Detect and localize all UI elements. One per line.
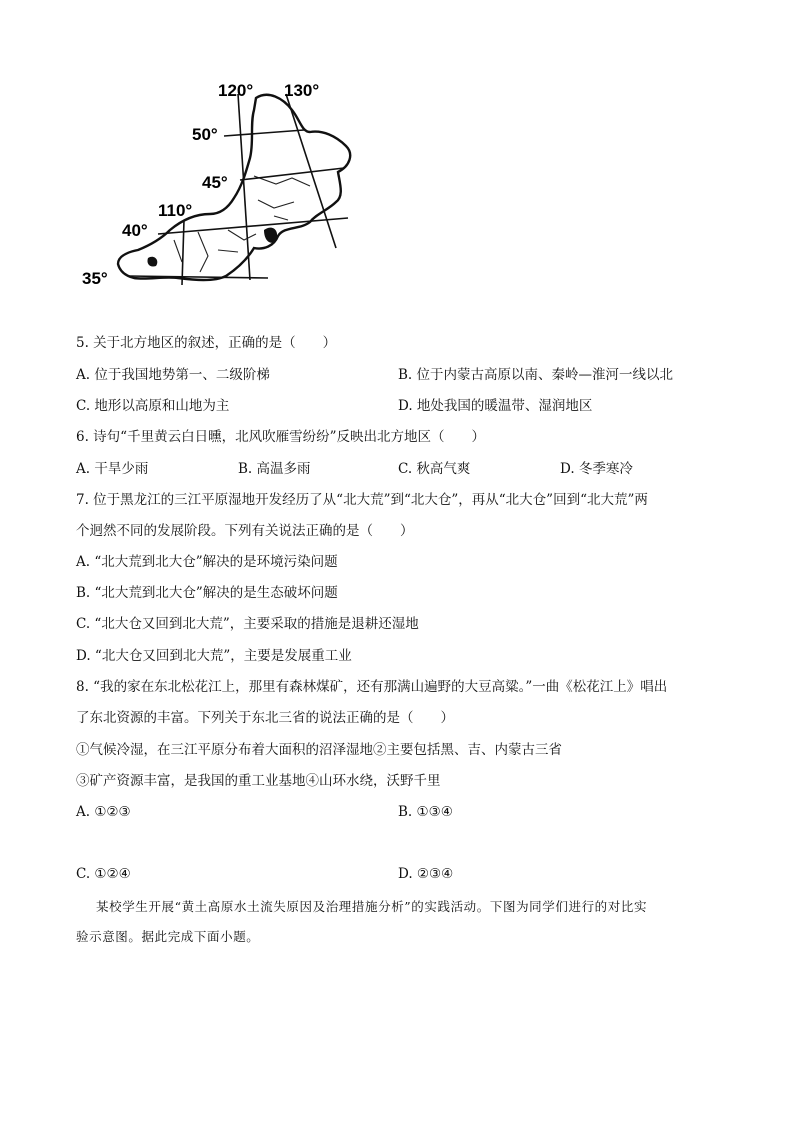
question-8-option-d[interactable]: D. ②③④	[398, 866, 454, 882]
question-6-option-a[interactable]: A. 干旱少雨	[76, 461, 149, 477]
question-5-option-b[interactable]: B. 位于内蒙古高原以南、秦岭—淮河一线以北	[398, 367, 674, 383]
lat-label-35: 35°	[82, 269, 108, 288]
question-7-option-b[interactable]: B. “北大荒到北大仓”解决的是生态破坏问题	[76, 585, 338, 601]
question-6-option-d[interactable]: D. 冬季寒冷	[560, 461, 633, 477]
question-6-stem: 6. 诗句“千里黄云白日曛，北风吹雁雪纷纷”反映出北方地区（ ）	[76, 429, 485, 445]
question-7-option-d[interactable]: D. “北大仓又回到北大荒”，主要是发展重工业	[76, 648, 352, 664]
question-8-option-a[interactable]: A. ①②③	[76, 804, 131, 820]
question-7-option-a[interactable]: A. “北大荒到北大仓”解决的是环境污染问题	[76, 554, 338, 570]
question-5-option-a[interactable]: A. 位于我国地势第一、二级阶梯	[76, 367, 270, 383]
lat-label-40: 40°	[122, 221, 148, 240]
question-5-option-c[interactable]: C. 地形以高原和山地为主	[76, 398, 230, 414]
question-8-stem-line-1: 8. “我的家在东北松花江上，那里有森林煤矿，还有那满山遍野的大豆高粱。”一曲《松花江上》唱出	[76, 679, 668, 695]
question-8-statement-1-2: ①气候冷湿，在三江平原分布着大面积的沼泽湿地②主要包括黑、吉、内蒙古三省	[76, 742, 562, 758]
lat-label-50: 50°	[192, 125, 218, 144]
lon-label-120: 120°	[218, 81, 254, 100]
question-8-stem-line-2: 了东北资源的丰富。下列关于东北三省的说法正确的是（ ）	[76, 710, 454, 726]
meridian-110	[182, 220, 184, 285]
question-5-option-d[interactable]: D. 地处我国的暖温带、湿润地区	[398, 398, 593, 414]
northern-china-map	[78, 80, 378, 310]
question-7-stem-line-2: 个迥然不同的发展阶段。下列有关说法正确的是（ ）	[76, 523, 414, 539]
question-8-statement-3-4: ③矿产资源丰富，是我国的重工业基地④山环水绕，沃野千里	[76, 773, 441, 789]
lon-label-130: 130°	[284, 81, 320, 100]
map-region-outline	[118, 95, 350, 280]
question-7-option-c[interactable]: C. “北大仓又回到北大荒”，主要采取的措施是退耕还湿地	[76, 616, 419, 632]
question-6-option-b[interactable]: B. 高温多雨	[238, 461, 311, 477]
meridian-130	[286, 94, 336, 248]
question-8-option-b[interactable]: B. ①③④	[398, 804, 453, 820]
lon-label-110: 110°	[158, 201, 193, 220]
question-6-option-c[interactable]: C. 秋高气爽	[398, 461, 471, 477]
question-8-option-c[interactable]: C. ①②④	[76, 866, 131, 882]
question-5-stem: 5. 关于北方地区的叙述，正确的是（ ）	[76, 335, 337, 351]
lat-label-45: 45°	[202, 173, 228, 192]
intro-paragraph-line-2: 验示意图。据此完成下面小题。	[76, 929, 260, 944]
parallel-50	[224, 130, 304, 136]
question-7-stem-line-1: 7. 位于黑龙江的三江平原湿地开发经历了从“北大荒”到“北大仓”，再从“北大仓”回到“北大荒”两	[76, 492, 648, 508]
intro-paragraph-line-1: 某校学生开展“黄土高原水土流失原因及治理措施分析”的实践活动。下图为同学们进行的对比实	[96, 899, 648, 914]
